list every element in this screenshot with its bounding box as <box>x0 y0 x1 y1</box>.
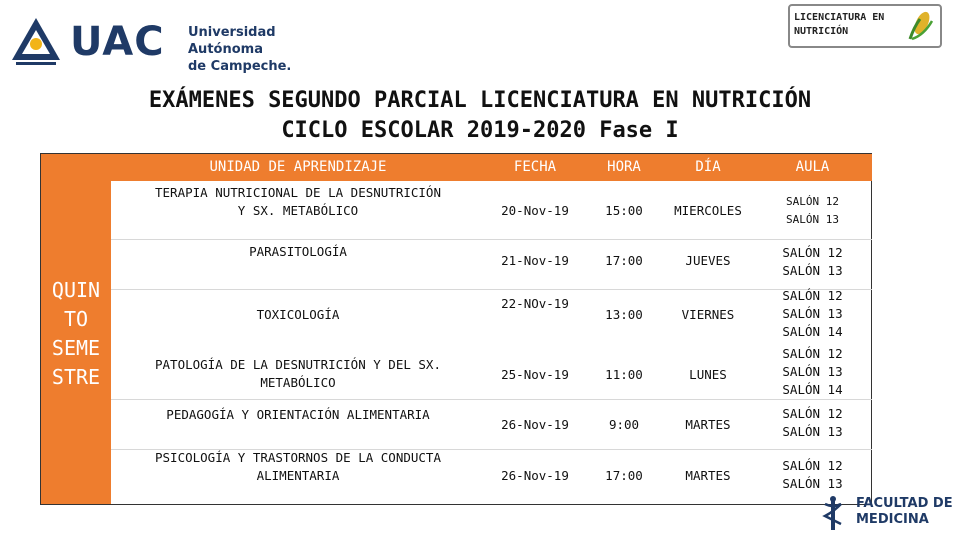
semester-label-line: QUIN <box>51 278 101 302</box>
column-header-time: HORA <box>607 159 641 175</box>
time-cell: 9:00 <box>608 417 640 432</box>
unit-cell <box>111 449 485 485</box>
semester-label-line: STRE <box>51 365 101 389</box>
university-name <box>188 24 350 75</box>
room-entry: SALÓN 12 <box>786 195 839 208</box>
room-entry: SALÓN 12 <box>782 458 843 473</box>
date-cell: 26-Nov-19 <box>501 468 569 483</box>
row-divider <box>111 239 872 240</box>
unit-cell: PARASITOLOGÍA <box>249 244 347 259</box>
badge-line2: NUTRICIÓN <box>794 26 849 37</box>
room-cell <box>753 345 872 399</box>
semester-label-line: TO <box>63 307 89 331</box>
room-cell <box>753 457 872 493</box>
uac-logo-text: UAC <box>70 19 165 65</box>
unit-cell: TOXICOLOGÍA <box>256 307 340 322</box>
day-cell: JUEVES <box>685 253 731 268</box>
triangle-emblem-icon <box>10 16 62 68</box>
corn-icon <box>904 9 936 41</box>
column-header-day: DÍA <box>695 159 721 175</box>
unit-name-line: Y SX. METABÓLICO <box>237 203 359 218</box>
day-cell: MARTES <box>685 417 731 432</box>
table-header <box>111 154 872 181</box>
unit-cell: PEDAGOGÍA Y ORIENTACIÓN ALIMENTARIA <box>166 407 430 422</box>
semester-side-panel <box>41 154 111 504</box>
room-entry: SALÓN 12 <box>782 346 843 361</box>
date-cell: 22-NOv-19 <box>501 296 569 311</box>
room-entry: SALÓN 13 <box>782 306 843 321</box>
room-entry: SALÓN 13 <box>782 364 843 379</box>
room-entry: SALÓN 13 <box>786 213 839 226</box>
room-entry: SALÓN 12 <box>782 406 843 421</box>
university-name-line2: de Campeche. <box>188 59 292 74</box>
semester-label-line: SEME <box>51 336 101 360</box>
faculty-line2: MEDICINA <box>856 512 929 527</box>
date-cell: 26-Nov-19 <box>501 417 569 432</box>
time-cell: 15:00 <box>605 203 643 218</box>
unit-name-line: PSICOLOGÍA Y TRASTORNOS DE LA CONDUCTA <box>155 450 441 465</box>
day-cell: VIERNES <box>681 307 735 322</box>
room-entry: SALÓN 14 <box>782 324 843 339</box>
semester-label <box>41 276 111 392</box>
title-line2: CICLO ESCOLAR 2019-2020 Fase I <box>281 118 679 143</box>
time-cell: 11:00 <box>605 367 643 382</box>
room-entry: SALÓN 12 <box>782 288 843 303</box>
room-entry: SALÓN 13 <box>782 476 843 491</box>
unit-name-line: TERAPIA NUTRICIONAL DE LA DESNUTRICIÓN <box>155 185 441 200</box>
program-badge <box>788 4 942 48</box>
room-entry: SALÓN 13 <box>782 263 843 278</box>
room-cell <box>753 405 872 441</box>
exam-schedule-table <box>40 153 872 505</box>
date-cell: 21-Nov-19 <box>501 253 569 268</box>
time-cell: 13:00 <box>605 307 643 322</box>
room-cell <box>753 244 872 280</box>
caduceus-icon <box>816 496 850 532</box>
row-divider <box>111 399 872 400</box>
faculty-logo <box>812 494 960 534</box>
room-entry: SALÓN 12 <box>782 245 843 260</box>
faculty-line1: FACULTAD DE <box>856 496 953 511</box>
column-header-date: FECHA <box>513 159 557 175</box>
unit-name-line: METABÓLICO <box>260 375 336 390</box>
badge-line1: LICENCIATURA EN <box>794 12 885 23</box>
title-line1: EXÁMENES SEGUNDO PARCIAL LICENCIATURA EN NUTRICIÓN <box>148 88 812 113</box>
room-cell <box>753 287 872 341</box>
unit-name-line: PATOLOGÍA DE LA DESNUTRICIÓN Y DEL SX. <box>155 357 441 372</box>
day-cell: MARTES <box>685 468 731 483</box>
uac-logo <box>10 12 350 72</box>
room-entry: SALÓN 14 <box>782 382 843 397</box>
room-entry: SALÓN 13 <box>782 424 843 439</box>
page-title <box>0 86 960 146</box>
time-cell: 17:00 <box>605 468 643 483</box>
unit-cell <box>111 356 485 392</box>
unit-name-line: ALIMENTARIA <box>256 468 340 483</box>
column-header-unit: UNIDAD DE APRENDIZAJE <box>209 159 387 175</box>
day-cell: LUNES <box>689 367 727 382</box>
date-cell: 25-Nov-19 <box>501 367 569 382</box>
time-cell: 17:00 <box>605 253 643 268</box>
unit-cell <box>111 184 485 220</box>
date-cell: 20-Nov-19 <box>501 203 569 218</box>
room-cell <box>753 193 872 229</box>
column-header-room: AULA <box>795 159 830 175</box>
day-cell: MIERCOLES <box>674 203 742 218</box>
university-name-line1: Universidad Autónoma <box>188 25 276 57</box>
